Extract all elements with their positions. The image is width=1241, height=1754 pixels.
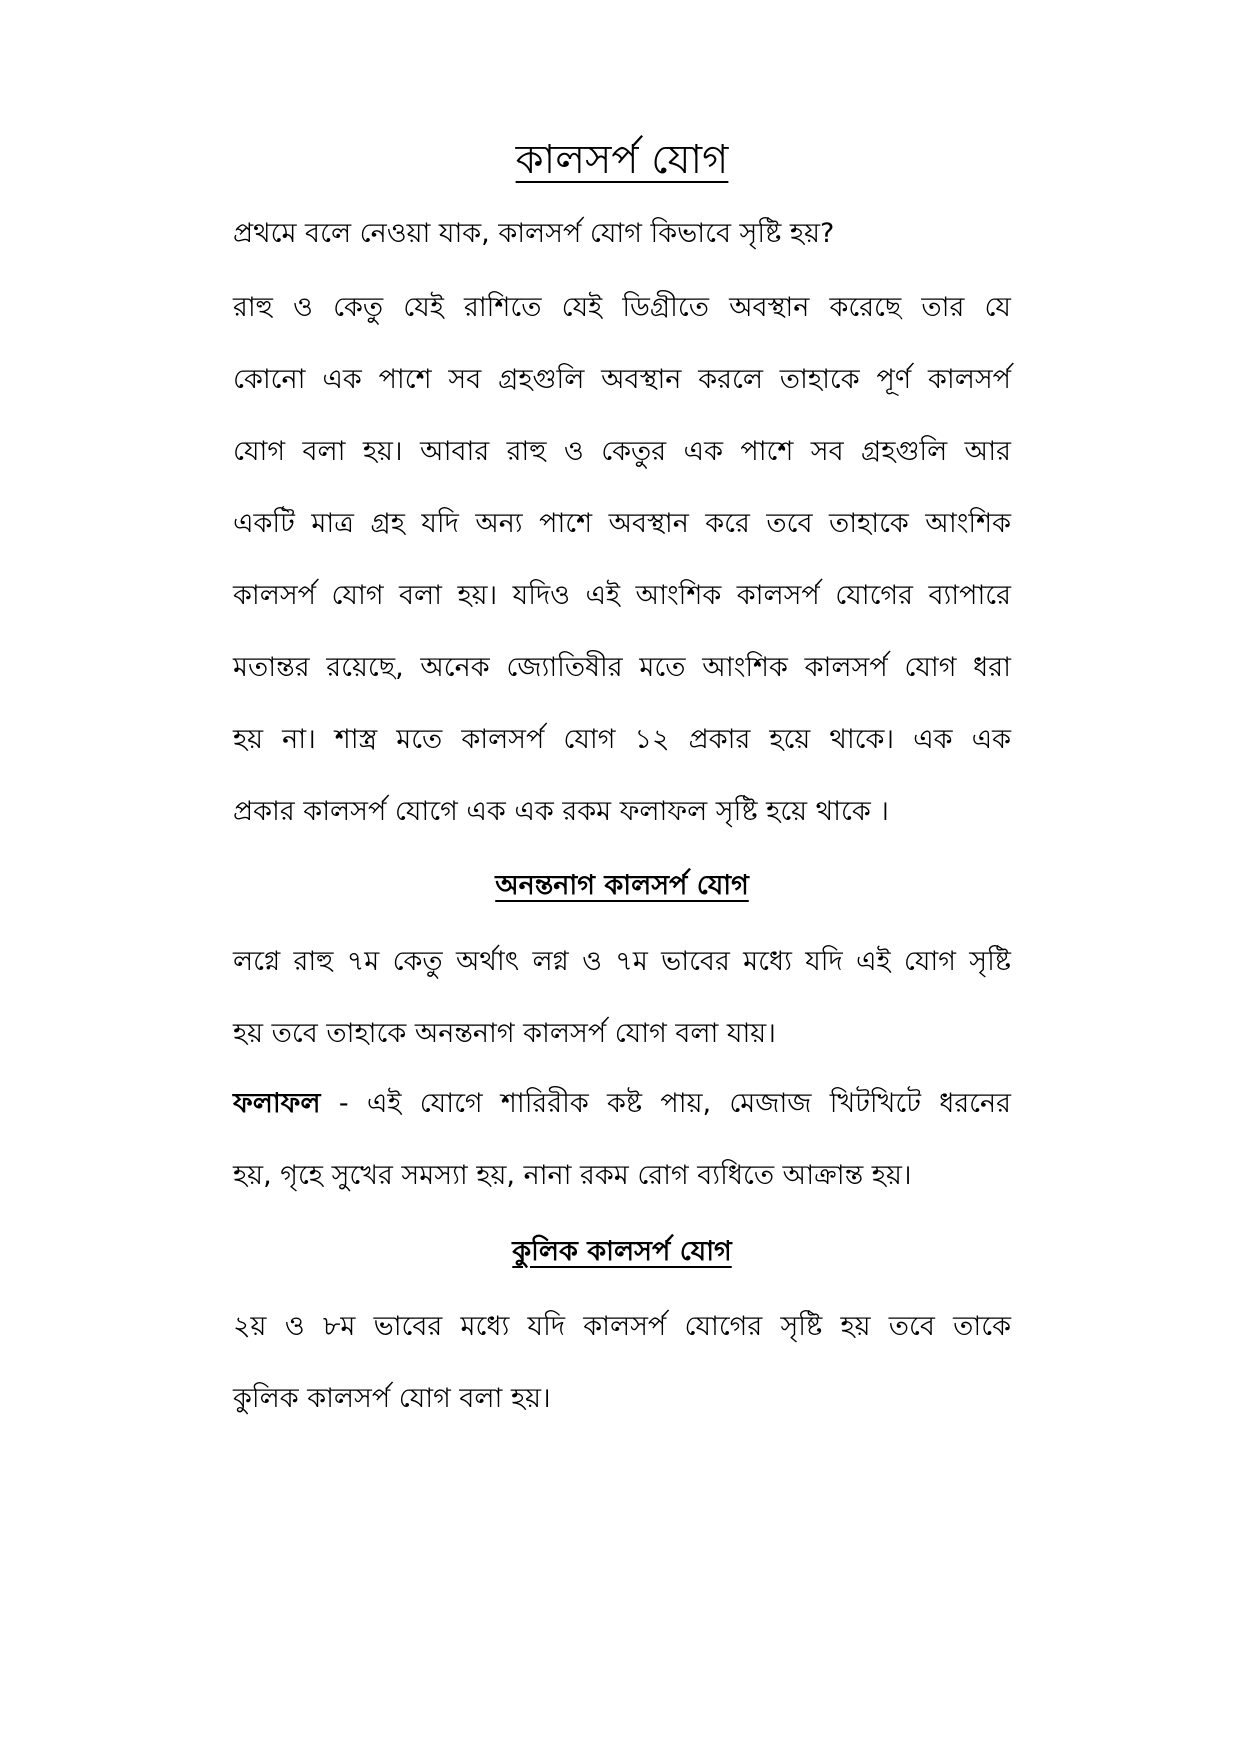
anantanag-line-2: হয় তবে তাহাকে অনন্তনাগ কালসর্প যোগ বলা যায়।	[233, 1018, 776, 1049]
anantanag-result-line-2: হয়, গৃহে সুখের সমস্যা হয়, নানা রকম রোগ ব্যধিতে আক্রান্ত হয়।	[233, 1160, 912, 1191]
document-page	[233, 0, 1011, 1754]
intro-paragraph	[233, 288, 1011, 832]
intro-line-6: মতান্তর রয়েছে, অনেক জ্যোতিষীর মতে আংশিক কালসর্প যোগ ধরা	[233, 652, 1011, 683]
intro-line-4: একটি মাত্র গ্রহ যদি অন্য পাশে অবস্থান করে তবে তাহাকে আংশিক	[233, 508, 1011, 539]
anantanag-paragraph	[233, 942, 1011, 1054]
section-heading-kulik: কুলিক কালসর্প যোগ	[512, 1236, 732, 1267]
anantanag-line-1: লগ্নে রাহু ৭ম কেতু অর্থাৎ লগ্ন ও ৭ম ভাবের মধ্যে যদি এই যোগ সৃষ্টি	[233, 946, 1011, 977]
anantanag-result-line-1	[233, 1084, 1011, 1124]
intro-question-line: প্রথমে বলে নেওয়া যাক, কালসর্প যোগ কিভাবে সৃষ্টি হয়?	[233, 218, 835, 249]
result-text-1: - এই যোগে শারিরীক কষ্ট পায়, মেজাজ খিটখিটে ধরনের	[320, 1088, 1011, 1119]
kulik-line-1: ২য় ও ৮ম ভাবের মধ্যে যদি কালসর্প যোগের সৃষ্টি হয় তবে তাকে	[233, 1311, 1011, 1342]
intro-line-3: যোগ বলা হয়। আবার রাহু ও কেতুর এক পাশে সব গ্রহগুলি আর	[233, 436, 1011, 467]
kulik-paragraph	[233, 1307, 1011, 1419]
anantanag-result	[233, 1084, 1011, 1196]
page-title: কালসর্প যোগ	[515, 137, 729, 183]
intro-line-1: রাহু ও কেতু যেই রাশিতে যেই ডিগ্রীতে অবস্থান করেছে তার যে	[233, 292, 1011, 323]
intro-line-7: হয় না। শাস্ত্র মতে কালসর্প যোগ ১২ প্রকার হয়ে থাকে। এক এক	[233, 724, 1011, 755]
section-heading-anantanag: অনন্তনাগ কালসর্প যোগ	[495, 870, 749, 901]
kulik-line-2: কুলিক কালসর্প যোগ বলা হয়।	[233, 1383, 551, 1414]
intro-line-2: কোনো এক পাশে সব গ্রহগুলি অবস্থান করলে তাহাকে পূর্ণ কালসর্প	[233, 364, 1011, 395]
result-label: ফলাফল	[233, 1088, 321, 1119]
intro-question	[233, 214, 1011, 254]
intro-line-8: প্রকার কালসর্প যোগে এক এক রকম ফলাফল সৃষ্টি হয়ে থাকে ।	[233, 796, 889, 827]
intro-line-5: কালসর্প যোগ বলা হয়। যদিও এই আংশিক কালসর্প যোগের ব্যাপারে	[233, 580, 1011, 611]
